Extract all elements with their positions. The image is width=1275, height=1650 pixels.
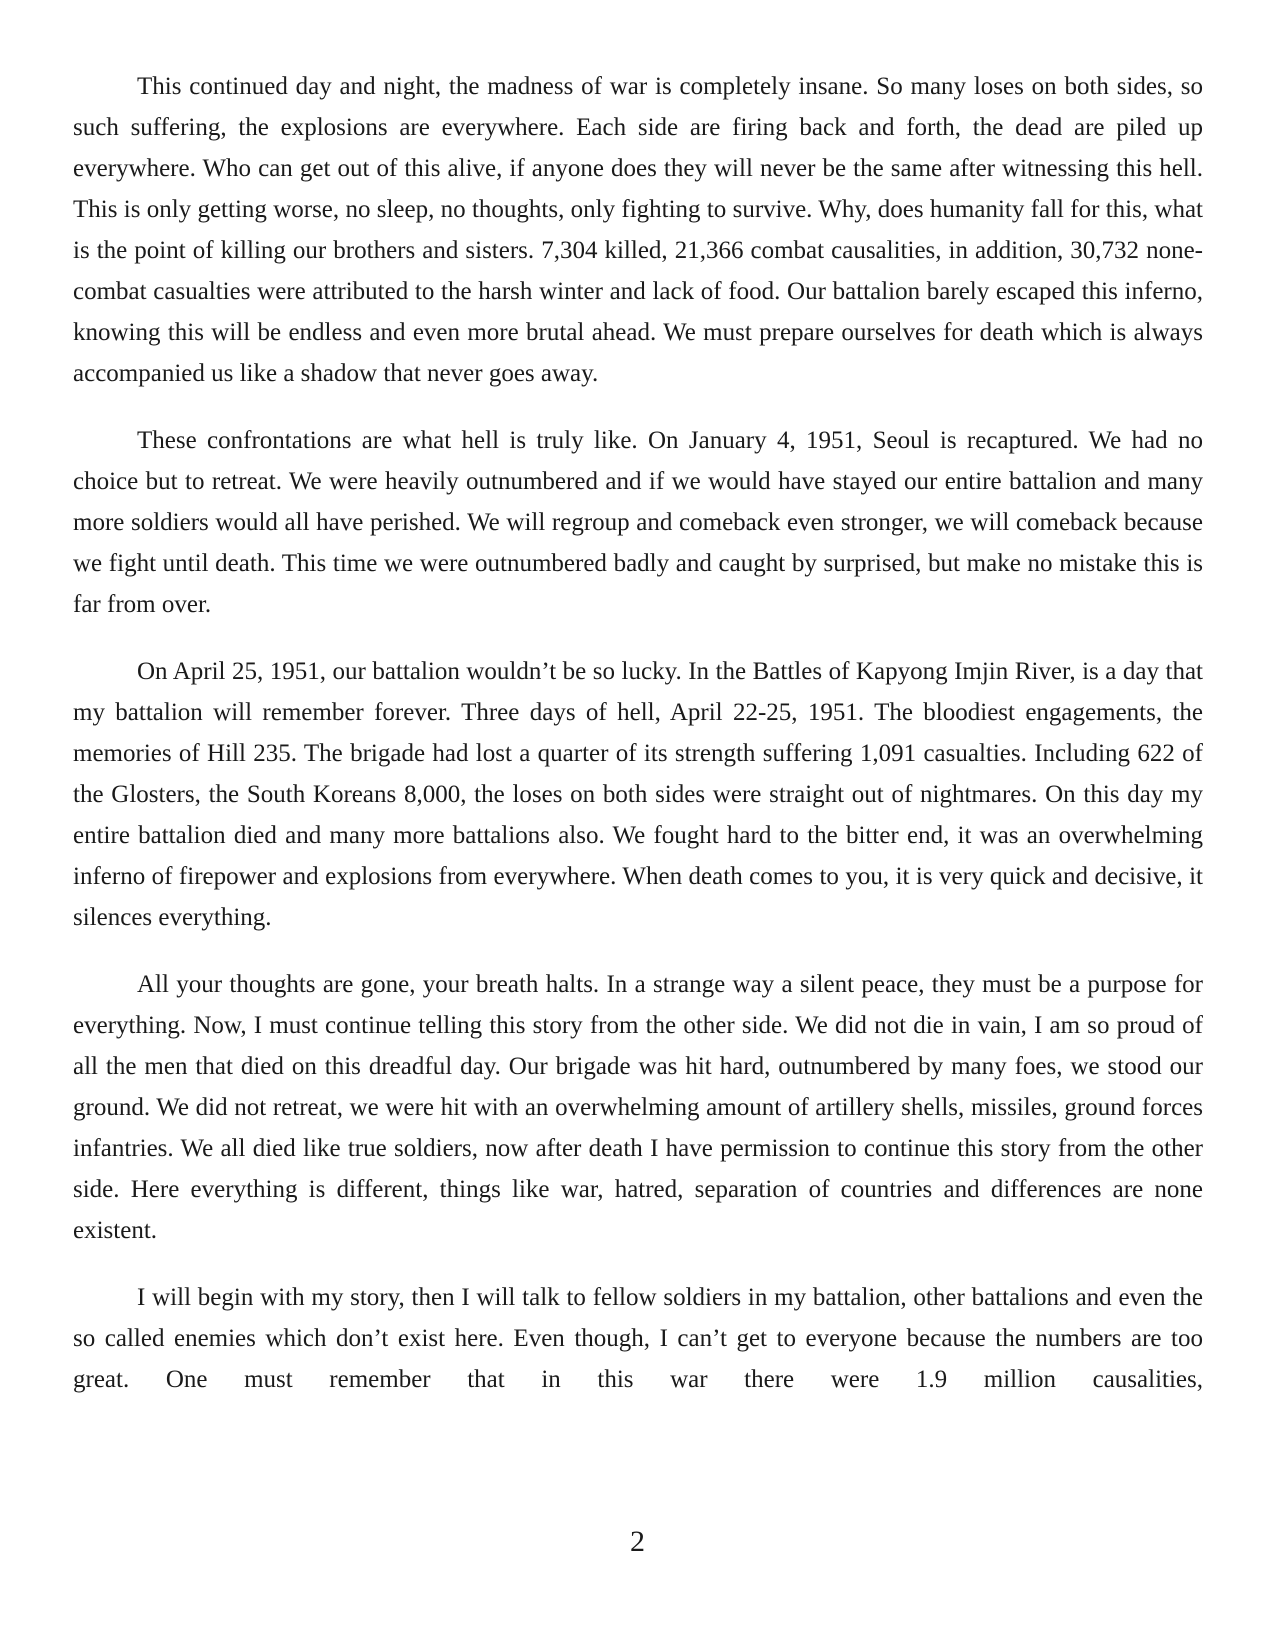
- paragraph-2: These confrontations are what hell is truly like. On January 4, 1951, Seoul is recaptured. We had no choice but to retreat. We were heavily outnumbered and if we would have stayed our entire battalion and many more soldiers would all have perished. We will regroup and comeback even stronger, we will comeback because we fight until death. This time we were outnumbered badly and caught by surprised, but make no mistake this is far from over.: [73, 427, 1203, 618]
- body-text: [73, 66, 1203, 1426]
- paragraph-1: This continued day and night, the madness of war is completely insane. So many loses on both sides, so such suffering, the explosions are everywhere. Each side are firing back and forth, the dead are piled up everywhere. Who can get out of this alive, if anyone does they will never be the same after witnessing this hell. This is only getting worse, no sleep, no thoughts, only fighting to survive. Why, does humanity fall for this, what is the point of killing our brothers and sisters. 7,304 killed, 21,366 combat causalities, in addition, 30,732 none-combat casualties were attributed to the harsh winter and lack of food. Our battalion barely escaped this inferno, knowing this will be endless and even more brutal ahead. We must prepare ourselves for death which is always accompanied us like a shadow that never goes away.: [73, 73, 1203, 387]
- paragraph-4: All your thoughts are gone, your breath halts. In a strange way a silent peace, they must be a purpose for everything. Now, I must continue telling this story from the other side. We did not die in vain, I am so proud of all the men that died on this dreadful day. Our brigade was hit hard, outnumbered by many foes, we stood our ground. We did not retreat, we were hit with an overwhelming amount of artillery shells, missiles, ground forces infantries. We all died like true soldiers, now after death I have permission to continue this story from the other side. Here everything is different, things like war, hatred, separation of countries and differences are none existent.: [73, 971, 1203, 1244]
- paragraph-3: On April 25, 1951, our battalion wouldn’t be so lucky. In the Battles of Kapyong Imjin River, is a day that my battalion will remember forever. Three days of hell, April 22-25, 1951. The bloodiest engagements, the memories of Hill 235. The brigade had lost a quarter of its strength suffering 1,091 casualties. Including 622 of the Glosters, the South Koreans 8,000, the loses on both sides were straight out of nightmares. On this day my entire battalion died and many more battalions also. We fought hard to the bitter end, it was an overwhelming inferno of firepower and explosions from everywhere. When death comes to you, it is very quick and decisive, it silences everything.: [73, 658, 1203, 931]
- paragraph-5: I will begin with my story, then I will talk to fellow soldiers in my battalion, other battalions and even the so called enemies which don’t exist here. Even though, I can’t get to everyone because the numbers are too great. One must remember that in this war there were 1.9 million causalities,: [73, 1284, 1203, 1393]
- page-number: 2: [630, 1525, 645, 1558]
